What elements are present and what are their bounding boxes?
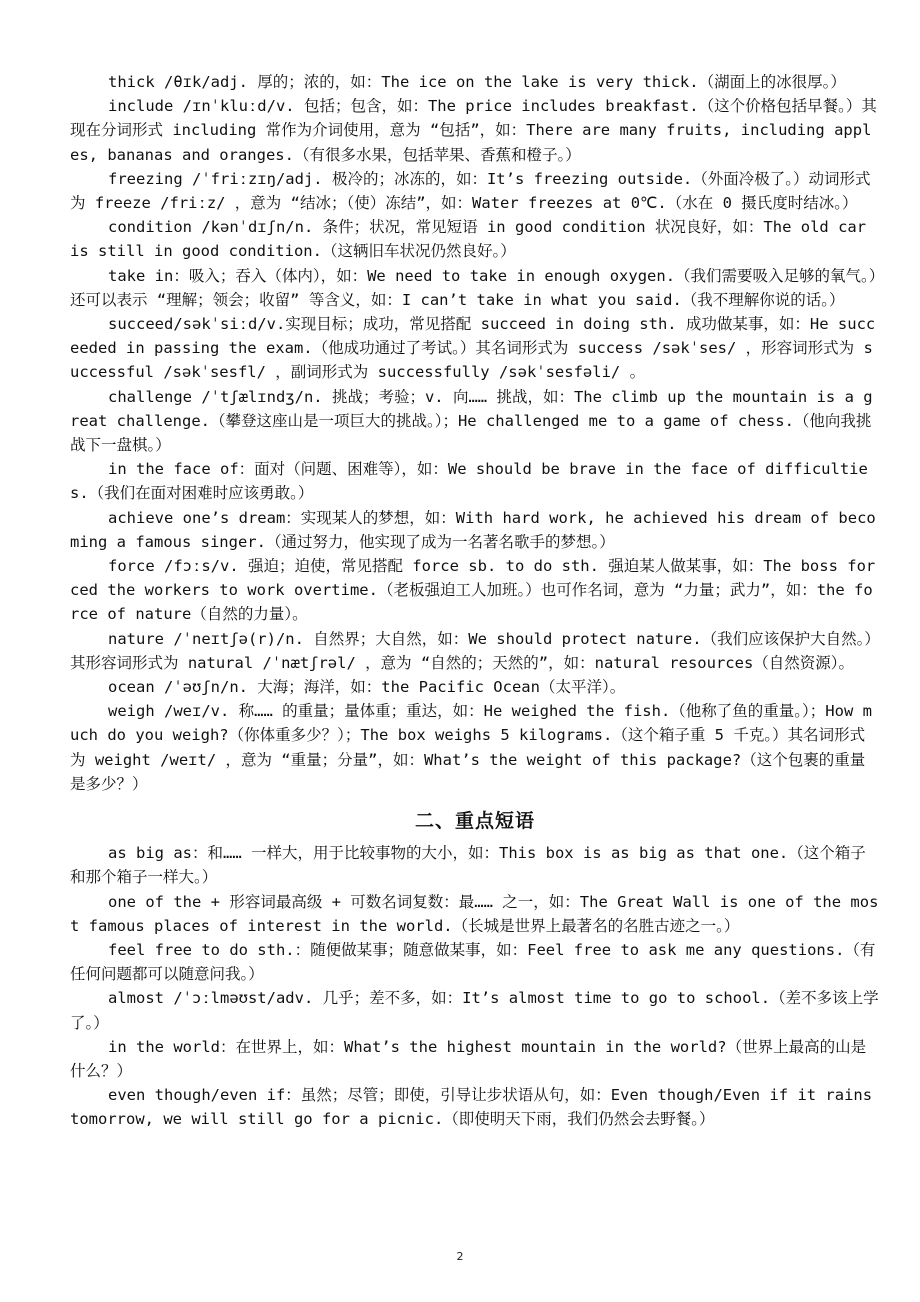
phrase-even-though: even though/even if：虽然；尽管；即使，引导让步状语从句，如：Even though/Even if it rains tomorrow, we will still go for a picnic.（即使明天下雨，我们仍然会去野餐。） [70, 1086, 873, 1129]
entry-include: include /ɪnˈkluːd/v. 包括；包含，如：The price includes breakfast.（这个价格包括早餐。）其现在分词形式 including 常作为介词使用，意为 “包括”，如：There are many fruits, including apples, bananas and oranges.（有很多水果，包括苹果、香蕉和橙子。） [70, 97, 877, 164]
document-page [70, 70, 880, 1132]
entry-freezing: freezing /ˈfriːzɪŋ/adj. 极冷的；冰冻的，如：It’s freezing outside.（外面冷极了。）动词形式为 freeze /friːz/ ，意为 “结冰；（使）冻结”，如：Water freezes at 0℃.（水在 0 摄氏度时结冰。） [70, 169, 871, 213]
phrase-one-of-the: one of the + 形容词最高级 + 可数名词复数：最…… 之一，如：The Great Wall is one of the most famous places of interest in the world.（长城是世界上最著名的名胜古迹之一。） [70, 892, 879, 935]
phrase-almost: almost /ˈɔːlməʊst/adv. 几乎；差不多，如：It’s almost time to go to school.（差不多该上学了。） [70, 989, 879, 1032]
entry-in-the-face-of: in the face of：面对（问题、困难等），如：We should be brave in the face of difficulties.（我们在面对困难时应该勇敢。） [70, 460, 868, 503]
entry-ocean: ocean /ˈəʊʃn/n. 大海；海洋，如：the Pacific Ocean（太平洋）。 [108, 678, 626, 697]
entry-challenge: challenge /ˈtʃælɪndʒ/n. 挑战；考验；v. 向…… 挑战，如：The climb up the mountain is a great challenge.（攀登这座山是一项巨大的挑战。）；He challenged me to a game of chess.（他向我挑战下一盘棋。） [70, 387, 873, 455]
phrase-feel-free: feel free to do sth.：随便做某事；随意做某事，如：Feel free to ask me any questions.（有任何问题都可以随意问我。） [70, 940, 876, 984]
entry-condition: condition /kənˈdɪʃn/n. 条件；状况，常见短语 in good condition 状况良好，如：The old car is still in good condition.（这辆旧车状况仍然良好。） [70, 218, 867, 261]
phrase-as-big-as: as big as：和…… 一样大，用于比较事物的大小，如：This box is as big as that one.（这个箱子和那个箱子一样大。） [70, 844, 866, 887]
phrase-in-the-world: in the world：在世界上，如：What’s the highest mountain in the world?（世界上最高的山是什么？） [70, 1037, 867, 1080]
entry-achieve-dream: achieve one’s dream：实现某人的梦想，如：With hard work, he achieved his dream of becoming a famous singer.（通过努力，他实现了成为一名著名歌手的梦想。） [70, 508, 876, 551]
entry-succeed: succeed/səkˈsiːd/v.实现目标；成功，常见搭配 succeed in doing sth. 成功做某事，如：He succeeded in passing the exam.（他成功通过了考试。）其名词形式为 success /səkˈses/ ，形容词形式为 successful /səkˈsesfl/ ，副词形式为 successfully /səkˈsesfəli/ 。 [70, 315, 876, 382]
page-number: 2 [456, 1250, 464, 1263]
entry-force: force /fɔːs/v. 强迫；迫使，常见搭配 force sb. to do sth. 强迫某人做某事，如：The boss forced the workers to work overtime.（老板强迫工人加班。）也可作名词，意为 “力量；武力”，如：the force of nature（自然的力量）。 [70, 557, 876, 624]
entry-weigh: weigh /weɪ/v. 称…… 的重量；量体重；重达，如：He weighed the fish.（他称了鱼的重量。）；How much do you weigh?（你体重多少？）；The box weighs 5 kilograms.（这个箱子重 5 千克。）其名词形式为 weight /weɪt/ ，意为 “重量；分量”，如：What’s the weight of this package?（这个包裹的重量是多少？） [70, 702, 872, 793]
entry-thick: thick /θɪk/adj. 厚的；浓的，如：The ice on the lake is very thick.（湖面上的冰很厚。） [108, 73, 846, 91]
entry-take-in: take in：吸入；吞入（体内），如：We need to take in enough oxygen.（我们需要吸入足够的氧气。）还可以表示 “理解；领会；收留” 等含义，如：I can’t take in what you said.（我不理解你说的话。） [70, 266, 877, 309]
entry-nature: nature /ˈneɪtʃə(r)/n. 自然界；大自然，如：We should protect nature.（我们应该保护大自然。）其形容词形式为 natural /ˈnætʃrəl/ ，意为 “自然的；天然的”，如：natural resources（自然资源）。 [70, 629, 880, 672]
section-title: 二、重点短语 [414, 810, 535, 833]
